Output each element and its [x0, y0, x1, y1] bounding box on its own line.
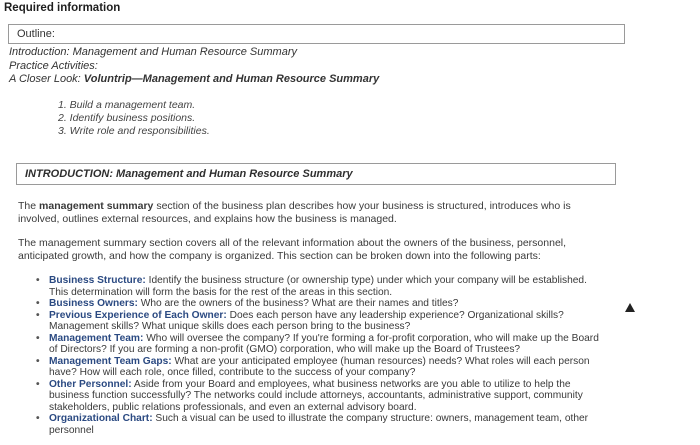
p1-rest: section of the business plan describes how your business is structured, introduces who is involved, outlines external resources, and explains how the business is managed. — [18, 200, 571, 225]
bullet-text: Who are the owners of the business? What are their names and titles? — [137, 298, 459, 309]
bullet-term: Management Team: — [49, 332, 144, 344]
bullet-term: Management Team Gaps: — [49, 355, 172, 367]
bullet-text: What are your anticipated employee (human resources) needs? What roles will each person have? How will each role, once filled, contribute to the success of your company? — [49, 355, 590, 378]
introduction-heading-box — [16, 163, 616, 185]
bullet-term: Business Owners: — [49, 298, 138, 309]
required-information-title: Required information — [4, 2, 121, 14]
outline-lines — [9, 46, 379, 87]
bullet-text: Who will oversee the company? If you're forming a for-profit corporation, who will make up the Board of Directors? If you are forming a non-profit (GMO) corporation, who will make up the Board of Trustees? — [49, 332, 599, 355]
list-item — [34, 333, 606, 356]
bullet-text: Such a visual can be used to illustrate the company structure: owners, management team, other personnel — [49, 413, 589, 436]
bullet-dot: • — [36, 378, 40, 390]
bullet-term: Previous Experience of Each Owner: — [49, 309, 227, 321]
steps-list — [58, 99, 210, 138]
list-item — [34, 275, 606, 298]
outline-label: Outline: — [17, 28, 55, 40]
bullet-text: Does each person have any leadership experience? Organizational skills? Management skills? What unique skills does each person bring to the business? — [49, 309, 564, 332]
bullet-text: Aside from your Board and employees, what business networks are you able to utilize to help the business function successfully? The networks could include attorneys, accountants, administrative support, community stakeholders, public relations professionals, and even an external advisory board. — [49, 378, 583, 413]
outline-line-practice: Practice Activities: — [9, 59, 98, 72]
bullet-dot: • — [36, 275, 40, 286]
p1-prefix: The — [18, 200, 40, 212]
bullet-dot: • — [36, 309, 40, 321]
list-item — [34, 379, 606, 414]
outline-line-introduction: Introduction: Management and Human Resource Summary — [9, 46, 297, 58]
bullet-dot: • — [36, 332, 40, 344]
list-item — [34, 310, 606, 333]
closer-look-title: Voluntrip—Management and Human Resource Summary — [83, 73, 380, 85]
p1-bold-term: management summary — [39, 200, 154, 212]
step-item: 2. Identify business positions. — [58, 112, 196, 124]
outline-line-closer-look — [9, 73, 379, 87]
mouse-cursor-icon — [625, 303, 635, 312]
bullet-text: Identify the business structure (or ownership type) under which your company will be established. This determination will form the basis for the rest of the areas in this section. — [49, 275, 587, 298]
introduction-heading: INTRODUCTION: Management and Human Resource Summary — [25, 168, 353, 180]
bullet-dot: • — [36, 298, 40, 309]
bullet-dot: • — [36, 413, 40, 424]
bullet-term: Business Structure: — [49, 275, 146, 286]
management-summary-paragraph — [18, 200, 608, 225]
step-item: 1. Build a management team. — [58, 99, 196, 111]
management-coverage-paragraph: The management summary section covers all of the relevant information about the owners of the business, personnel, anticipated growth, and how the company is organized. This section can be broken down into the following parts: — [18, 237, 567, 262]
step-item: 3. Write role and responsibilities. — [58, 125, 210, 137]
parts-bullet-list — [34, 275, 606, 436]
list-item — [34, 298, 606, 310]
list-item — [34, 356, 606, 379]
bullet-term: Other Personnel: — [49, 378, 132, 390]
outline-box — [8, 24, 625, 44]
closer-look-prefix: A Closer Look: — [9, 73, 84, 85]
list-item — [34, 413, 606, 436]
bullet-term: Organizational Chart: — [49, 413, 153, 424]
bullet-dot: • — [36, 355, 40, 367]
